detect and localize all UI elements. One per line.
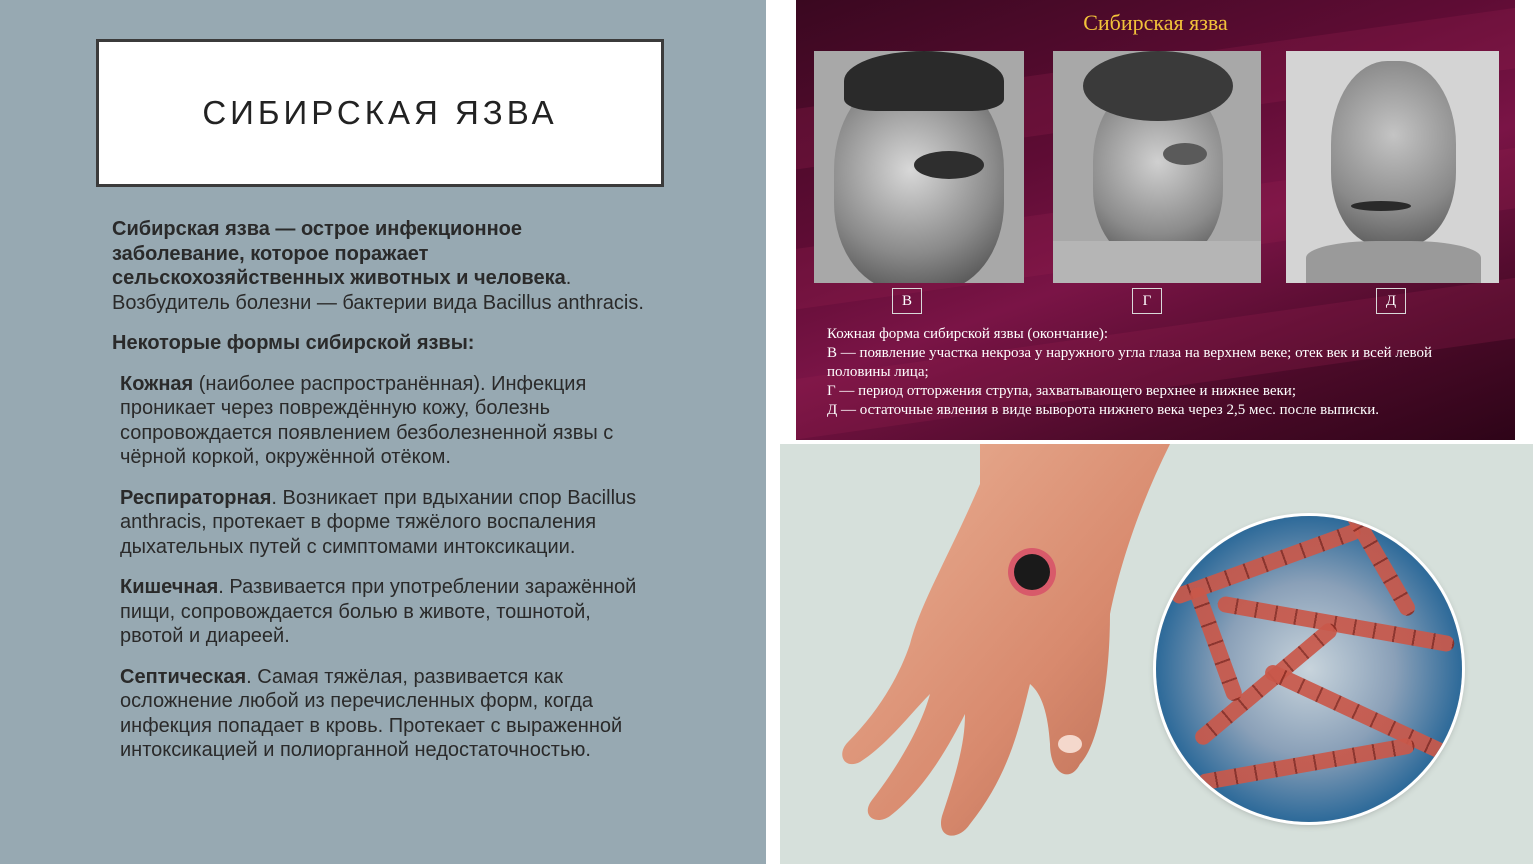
bacteria-microscope-circle — [1156, 516, 1462, 822]
form-name: Кожная — [120, 372, 194, 395]
text-panel — [0, 0, 766, 864]
form-item — [112, 575, 657, 649]
photo-label-d: Д — [1376, 288, 1406, 314]
patient-photo-d — [1286, 51, 1499, 283]
form-item — [112, 372, 657, 470]
form-text: . Самая тяжёлая, развивается как осложнение любой из перечисленных форм, когда инфекция попадает в кровь. Протекает с выраженной интоксикацией и полиорганной недостаточностью. — [120, 665, 623, 761]
slide-title: Сибирская язва — [1083, 10, 1228, 35]
form-item — [112, 486, 657, 560]
form-text: . Развивается при употреблении заражённой пищи, сопровождается болью в животе, тошнотой, рвотой и диареей. — [120, 576, 637, 647]
hand-shape — [842, 444, 1170, 836]
patient-photo-v — [814, 51, 1024, 283]
caption-line: Д — остаточные явления в виде выворота нижнего века через 2,5 мес. после выписки. — [827, 402, 1380, 418]
photo-label-v: В — [892, 288, 922, 314]
intro-bold: Сибирская язва — острое инфекционное заболевание, которое поражает сельскохозяйственных животных и человека — [112, 218, 566, 289]
form-name: Респираторная — [120, 486, 272, 509]
patient-photo-g — [1053, 51, 1261, 283]
form-text: . Возникает при вдыхании спор Bacillus anthracis, протекает в форме тяжёлого воспаления дыхательных путей с симптомами интоксикации. — [120, 486, 637, 558]
page-title: СИБИРСКАЯ ЯЗВА — [202, 94, 558, 131]
form-item — [112, 665, 657, 763]
title-box — [96, 39, 664, 187]
caption-line: В — появление участка некроза у наружного угла глаза на верхнем веке; отек век и всей левой половины лица; — [827, 345, 1433, 380]
hand-illustration — [780, 444, 1533, 864]
photo-label-g: Г — [1132, 288, 1162, 314]
caption-line: Г — период отторжения струпа, захватывающего верхнее и нижнее веки; — [827, 383, 1296, 399]
intro-rest: . Возбудитель болезни — бактерии вида Bacillus anthracis. — [112, 267, 644, 314]
slide-image — [796, 0, 1515, 440]
form-name: Септическая — [120, 665, 247, 688]
caption-line: Кожная форма сибирской язвы (окончание): — [827, 326, 1109, 342]
black-eschar — [1014, 554, 1050, 590]
form-name: Кишечная — [120, 576, 219, 598]
fingernail — [1058, 735, 1082, 753]
slide-caption — [827, 325, 1487, 420]
intro-paragraph — [112, 217, 657, 315]
body-text — [112, 217, 657, 779]
form-text: (наиболее распространённая). Инфекция проникает через повреждённую кожу, болезнь сопровождается появлением безболезненной язвы с чёрной коркой, окружённой отёком. — [120, 372, 614, 468]
forms-heading: Некоторые формы сибирской язвы: — [112, 332, 475, 354]
